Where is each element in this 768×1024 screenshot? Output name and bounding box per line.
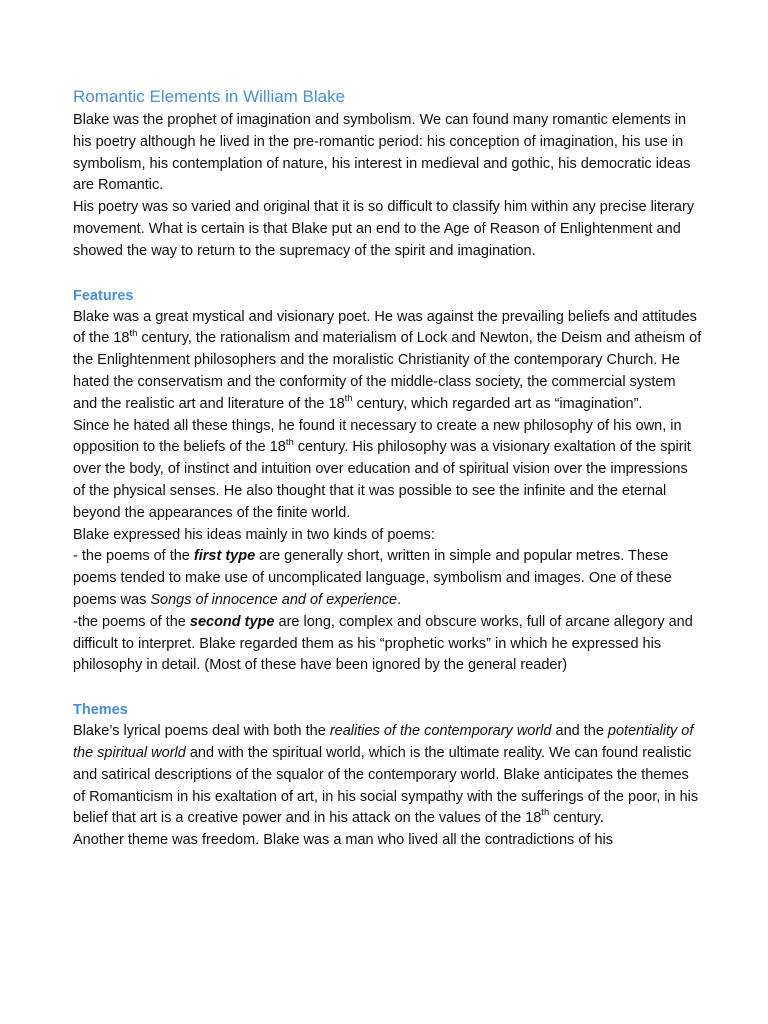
superscript: th: [129, 327, 138, 339]
text-span: are long, complex and obscure works, full of arcane allegory and difficult to interpret. Blake regarded them as his “prophetic works” in which he expressed his philosophy in detail. (Most of these have been ignored by the general reader): [73, 613, 693, 674]
text-span: century. His philosophy was a visionary exaltation of the spirit over the body, of instinct and intuition over education and of spiritual vision over the impressions of the physical senses. He also thought that it was possible to see the infinite and the eternal beyond the appearances of the finite world.: [73, 439, 691, 521]
text-span: Blake was a great mystical and visionary poet. He was against the prevailing beliefs and attitudes of the 18: [73, 308, 697, 347]
section-gap: [73, 677, 703, 699]
themes-paragraph-2: Another theme was freedom. Blake was a man who lived all the contradictions of his: [73, 832, 613, 849]
text-span: .: [397, 591, 402, 608]
text-span: Blake’s lyrical poems deal with both the: [73, 723, 330, 740]
intro-paragraph-2: His poetry was so varied and original that it is so difficult to classify him within any precise literary movement. What is certain is that Blake put an end to the Age of Reason of Enlightenment and showed the way to return to the supremacy of the spirit and imagination.: [73, 199, 695, 259]
features-paragraph-1: [73, 307, 703, 416]
emphasis-text: realities of the contemporary world: [329, 723, 552, 740]
features-heading: Features: [73, 287, 134, 304]
themes-heading: Themes: [73, 702, 128, 719]
text-span: and with the spiritual world, which is the ultimate reality. We can found realistic and satirical descriptions of the squalor of the contemporary world. Blake anticipates the themes of Romanticism in his exaltation of art, in his social sympathy with the sufferings of the poor, in his belief that art is a creative power and in his attack on the values of the 18: [73, 744, 699, 827]
text-span: century, which regarded art as “imagination”.: [352, 395, 643, 412]
superscript: th: [344, 392, 353, 404]
text-span: Since he hated all these things, he found it necessary to create a new philosophy of his own, in opposition to the beliefs of the 18: [73, 417, 682, 456]
text-span: -the poems of the: [73, 613, 190, 630]
superscript: th: [541, 807, 550, 819]
features-paragraph-first-type: [73, 546, 703, 611]
text-span: century.: [549, 810, 604, 827]
themes-paragraph-1: [73, 721, 703, 830]
features-paragraph-3: Blake expressed his ideas mainly in two kinds of poems:: [73, 526, 435, 543]
text-span: century, the rationalism and materialism of Lock and Newton, the Deism and atheism of the Enlightenment philosophers and the moralistic Christianity of the contemporary Church. He hated the conservatism and the conformity of the middle-class society, the commercial system and the realistic art and literature of the 18: [73, 330, 702, 412]
emphasis-text: first type: [193, 548, 256, 565]
text-span: and the: [551, 723, 608, 740]
text-span: are generally short, written in simple and popular metres. These poems tended to make use of uncomplicated language, symbolism and images. One of these poems was: [73, 548, 672, 608]
emphasis-text: second type: [189, 613, 275, 630]
features-paragraph-2: [73, 416, 703, 525]
intro-paragraph-1: Blake was the prophet of imagination and symbolism. We can found many romantic elements in his poetry although he lived in the pre-romantic period: his conception of imagination, his use in symbolism, his contemplation of nature, his interest in medieval and gothic, his democratic ideas are Romantic.: [73, 112, 691, 194]
superscript: th: [285, 436, 294, 448]
text-span: - the poems of the: [73, 548, 194, 565]
document-page: [73, 86, 703, 852]
emphasis-text: potentiality of the spiritual world: [73, 723, 694, 761]
poem-title: Songs of innocence and of experience: [150, 591, 398, 608]
features-paragraph-second-type: [73, 612, 703, 677]
section-gap: [73, 263, 703, 285]
document-title: Romantic Elements in William Blake: [73, 87, 346, 106]
